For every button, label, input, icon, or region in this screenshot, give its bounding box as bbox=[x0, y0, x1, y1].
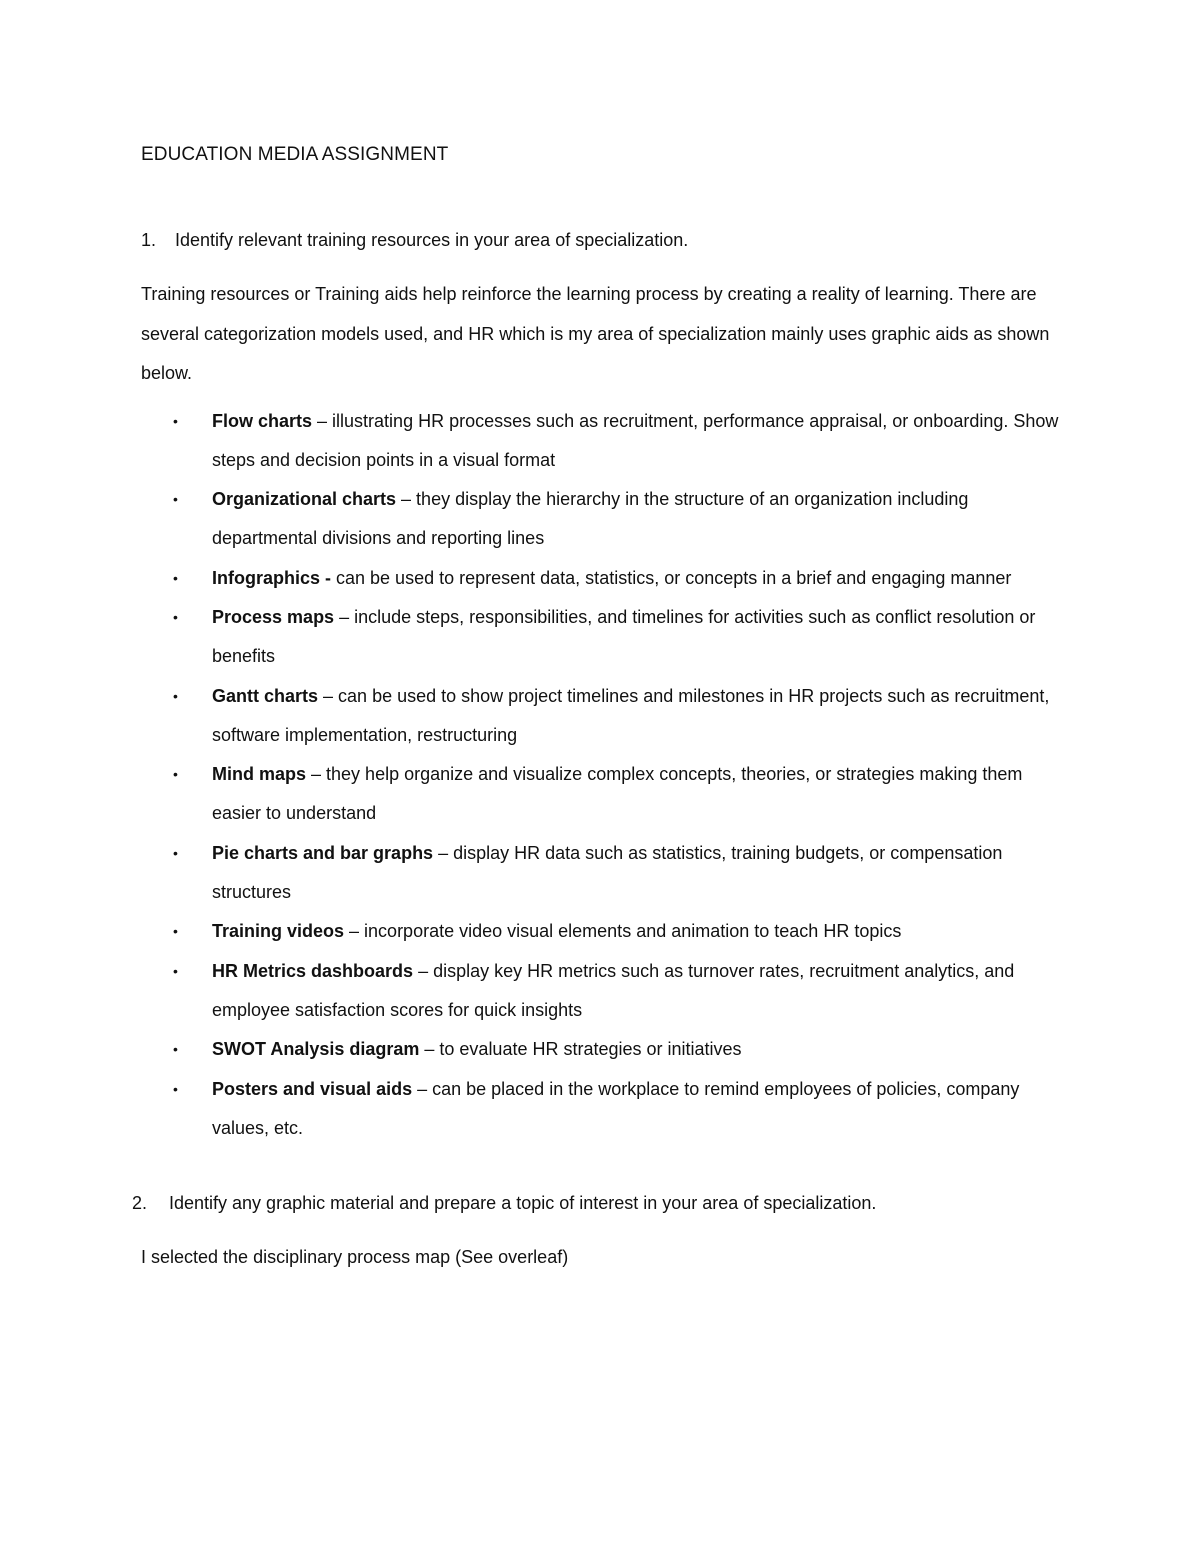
bullet-icon: • bbox=[173, 491, 178, 508]
aid-description: – include steps, responsibilities, and timelines for activities such as conflict resolution or benefits bbox=[212, 606, 1036, 667]
aid-description: – they help organize and visualize complex concepts, theories, or strategies making them easier to understand bbox=[212, 764, 1023, 824]
bullet-icon: • bbox=[173, 1041, 178, 1058]
bullet-icon: • bbox=[173, 608, 178, 625]
aid-description: – to evaluate HR strategies or initiatives bbox=[419, 1039, 742, 1060]
aid-term: HR Metrics dashboards bbox=[212, 960, 414, 981]
bullet-icon: • bbox=[173, 569, 178, 586]
bullet-icon: • bbox=[173, 687, 178, 704]
list-item bbox=[141, 755, 1071, 834]
aid-description: – can be used to show project timelines and milestones in HR projects such as recruitment, software implementation, restructuring bbox=[212, 685, 1050, 745]
document-body bbox=[132, 138, 1071, 1274]
aid-description: – display HR data such as statistics, training budgets, or compensation structures bbox=[212, 842, 1003, 903]
intro-paragraph: Training resources or Training aids help reinforce the learning process by creating a reality of learning. There are several categorization models used, and HR which is my area of specialization mainly uses graphic aids as shown below. bbox=[141, 284, 1050, 383]
aid-term: Training videos bbox=[212, 921, 345, 942]
question-2-text: Identify any graphic material and prepare a topic of interest in your area of specialization. bbox=[169, 1193, 877, 1214]
list-item bbox=[141, 952, 1071, 1031]
bullet-icon: • bbox=[173, 844, 178, 861]
list-item bbox=[141, 480, 1071, 559]
bullet-icon: • bbox=[173, 923, 178, 940]
closing-statement: I selected the disciplinary process map (See overleaf) bbox=[141, 1247, 569, 1268]
aid-term: Infographics - bbox=[212, 567, 332, 588]
question-2-number: 2. bbox=[132, 1193, 148, 1214]
list-item bbox=[141, 1030, 1071, 1069]
aid-term: Posters and visual aids bbox=[212, 1078, 413, 1099]
aid-description: – display key HR metrics such as turnover rates, recruitment analytics, and employee satisfaction scores for quick insights bbox=[212, 960, 1015, 1020]
aid-term: Mind maps bbox=[212, 764, 307, 785]
training-aids-list bbox=[141, 402, 1071, 1149]
aid-term: Flow charts bbox=[212, 410, 313, 431]
bullet-icon: • bbox=[173, 1080, 178, 1097]
aid-description: – incorporate video visual elements and animation to teach HR topics bbox=[344, 921, 902, 942]
bullet-icon: • bbox=[173, 962, 178, 979]
list-item bbox=[141, 834, 1071, 913]
aid-term: Gantt charts bbox=[212, 685, 319, 706]
question-1-text: Identify relevant training resources in your area of specialization. bbox=[175, 230, 689, 250]
list-item bbox=[141, 598, 1071, 677]
bullet-icon: • bbox=[173, 766, 178, 783]
aid-term: SWOT Analysis diagram bbox=[212, 1039, 420, 1060]
list-item bbox=[141, 677, 1071, 756]
aid-description: can be used to represent data, statistics, or concepts in a brief and engaging manner bbox=[331, 567, 1012, 588]
list-item bbox=[141, 912, 1071, 951]
bullet-icon: • bbox=[173, 412, 178, 429]
aid-description: – can be placed in the workplace to remind employees of policies, company values, etc. bbox=[212, 1078, 1020, 1138]
aid-term: Process maps bbox=[212, 606, 335, 627]
aid-term: Pie charts and bar graphs bbox=[212, 842, 434, 863]
list-item bbox=[141, 402, 1071, 481]
list-item bbox=[141, 559, 1071, 598]
document-title: EDUCATION MEDIA ASSIGNMENT bbox=[141, 144, 449, 165]
question-2 bbox=[132, 1186, 1071, 1220]
question-1 bbox=[141, 223, 1071, 257]
list-item bbox=[141, 1070, 1071, 1149]
aid-description: – illustrating HR processes such as recruitment, performance appraisal, or onboarding. Show steps and decision points in a visual format bbox=[212, 410, 1059, 470]
aid-term: Organizational charts bbox=[212, 489, 397, 510]
aid-description: – they display the hierarchy in the structure of an organization including departmental divisions and reporting lines bbox=[212, 489, 969, 549]
question-1-number: 1. bbox=[141, 230, 157, 250]
